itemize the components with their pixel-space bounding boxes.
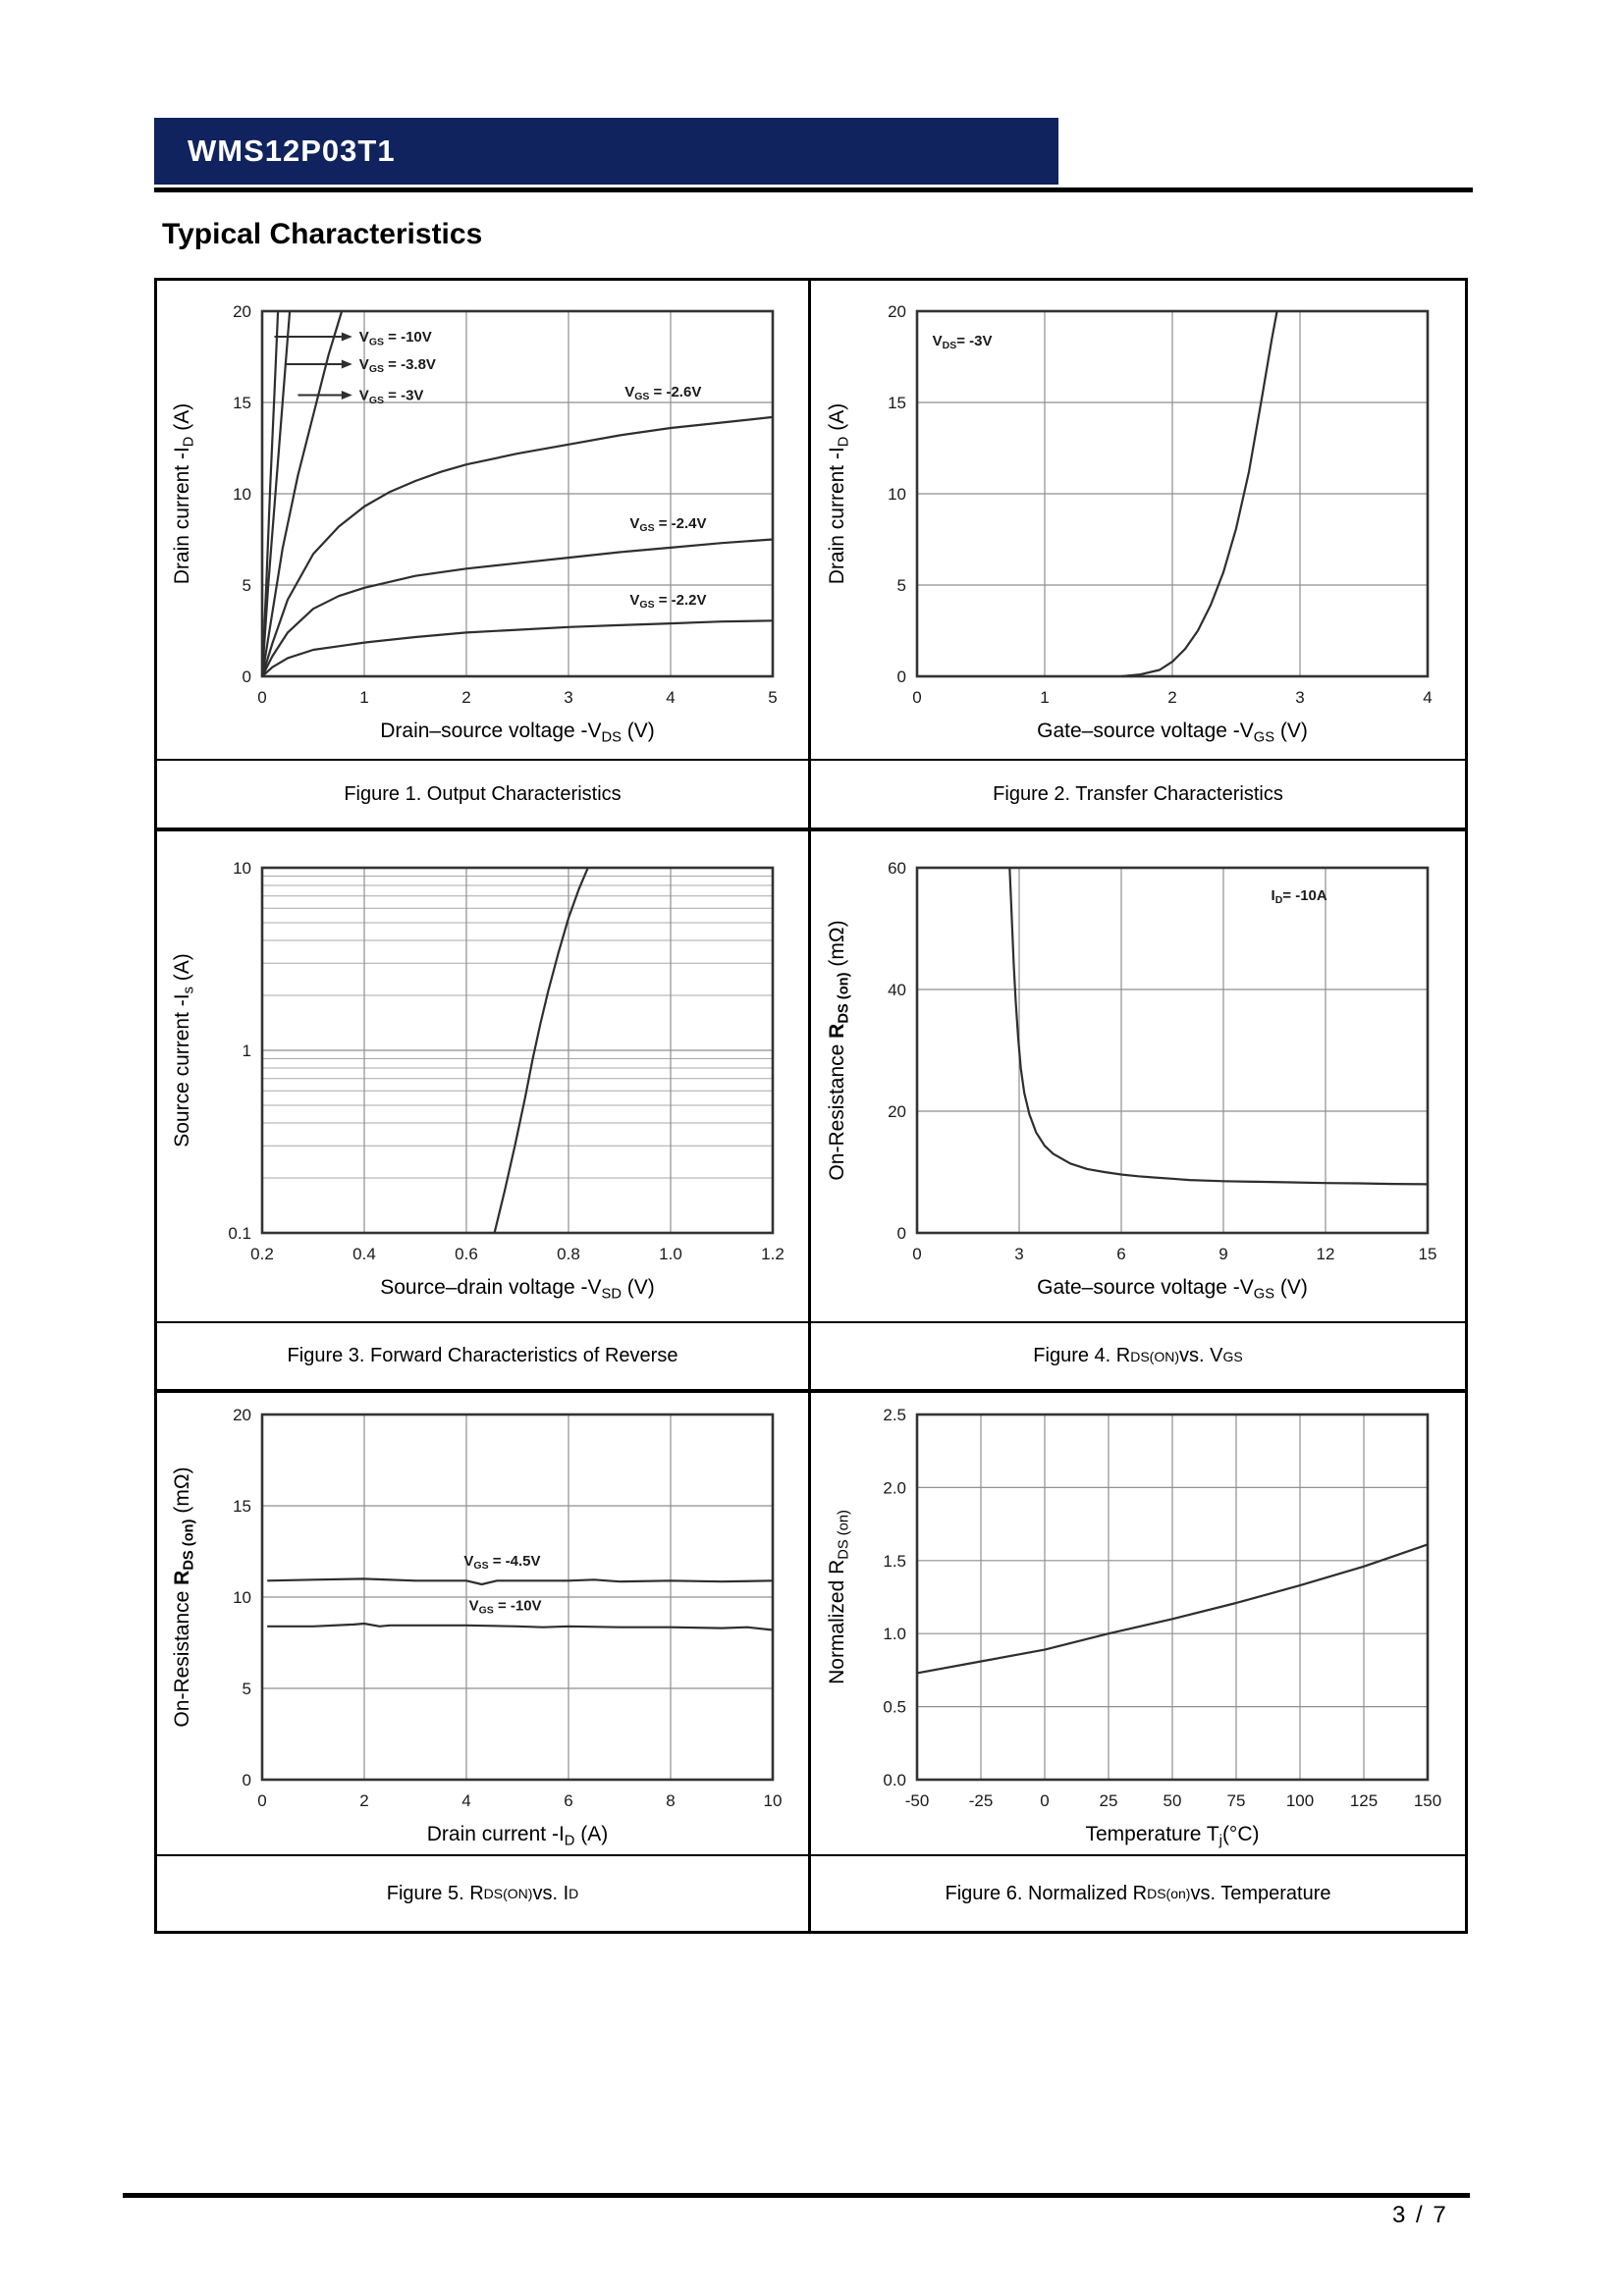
caption-text: Figure 6. Normalized R — [945, 1882, 1148, 1904]
y-tick: 0 — [242, 667, 251, 686]
figure-1-series — [262, 620, 773, 676]
figure-5-annotation: $V_{GS} = -10V$ — [468, 1597, 542, 1617]
x-tick: -50 — [904, 1791, 930, 1810]
caption-text: DS(ON) — [1130, 1348, 1180, 1364]
x-tick: 2 — [460, 687, 471, 707]
y-tick: 60 — [888, 858, 906, 878]
x-tick: 0.4 — [352, 1244, 376, 1263]
x-tick: 0 — [912, 1244, 922, 1263]
y-tick: 1.0 — [883, 1625, 906, 1644]
x-tick: 4 — [1423, 687, 1433, 707]
footer-rule — [123, 2193, 1470, 2198]
x-tick: 2 — [1167, 687, 1177, 707]
x-tick: 150 — [1413, 1791, 1442, 1810]
figure-1-annotation: $V_{GS} = -2.4V$ — [628, 514, 707, 534]
x-tick: 10 — [763, 1791, 782, 1810]
figure-3-canvas — [159, 846, 807, 1308]
caption-text: Figure 4. R — [1033, 1345, 1131, 1366]
x-tick: 4 — [460, 1791, 471, 1810]
x-tick: 1 — [1040, 687, 1050, 707]
caption-text: D — [568, 1886, 579, 1901]
x-tick: 0.8 — [556, 1244, 580, 1263]
x-axis-title: Source–drain voltage $-V_{SD}$ (V) — [379, 1275, 655, 1303]
part-number: WMS12P03T1 — [188, 133, 396, 168]
x-tick: 75 — [1226, 1791, 1246, 1810]
y-tick: 10 — [232, 484, 251, 504]
figure-4-series — [1009, 868, 1428, 1184]
figure-5-chart — [157, 1393, 811, 1856]
x-tick: 2 — [358, 1791, 369, 1810]
x-axis-title: Drain–source voltage $-V_{DS}$ (V) — [379, 719, 655, 746]
x-tick: 3 — [563, 687, 573, 707]
y-axis-title: On-Resistance $R_{DS (on)}$ (mΩ) — [170, 1467, 197, 1728]
y-tick: 20 — [232, 301, 251, 321]
caption-text: Figure 2. Transfer Characteristics — [993, 782, 1283, 805]
y-tick: 0.0 — [883, 1771, 906, 1789]
x-tick: -25 — [968, 1791, 994, 1810]
x-tick: 9 — [1218, 1244, 1228, 1263]
figure-1-caption — [157, 761, 811, 831]
y-tick: 20 — [888, 1101, 906, 1121]
caption-text: vs. Temperature — [1190, 1882, 1331, 1904]
x-tick: 6 — [563, 1791, 573, 1810]
figure-5-caption — [157, 1856, 811, 1931]
x-tick: 1.0 — [658, 1244, 682, 1263]
y-tick: 15 — [232, 1497, 251, 1516]
caption-text: vs. V — [1179, 1345, 1223, 1366]
y-tick: 0.5 — [883, 1697, 906, 1717]
y-tick: 0 — [242, 1771, 251, 1789]
x-tick: 0 — [256, 1791, 267, 1810]
x-tick: 0 — [1040, 1791, 1050, 1810]
x-tick: 0.2 — [249, 1244, 274, 1263]
figure-4-canvas — [814, 846, 1462, 1308]
x-tick: 4 — [665, 687, 676, 707]
y-tick: 10 — [232, 1588, 251, 1607]
y-tick: 0.1 — [227, 1223, 251, 1243]
caption-text: GS — [1222, 1348, 1243, 1364]
x-tick: 12 — [1316, 1244, 1335, 1263]
y-axis-title: Drain current $-I_D$ (A) — [170, 402, 197, 584]
figure-1-annotation: $V_{GS} = -10V$ — [358, 328, 432, 347]
x-tick: 3 — [1014, 1244, 1024, 1263]
x-tick: 100 — [1285, 1791, 1315, 1810]
figure-1-annotation: $V_{GS} = -3.8V$ — [358, 355, 436, 375]
x-axis-title: Gate–source voltage $-V_{GS}$ (V) — [1037, 1275, 1308, 1303]
figures-table — [154, 278, 1468, 1934]
figure-2-caption — [811, 761, 1465, 831]
figure-2-canvas — [814, 290, 1462, 751]
y-tick: 0 — [896, 1223, 906, 1243]
figure-5-series — [267, 1578, 773, 1584]
y-tick: 5 — [896, 575, 906, 595]
figure-1-series — [262, 416, 773, 675]
figure-6-canvas — [814, 1393, 1462, 1854]
figure-6-chart — [811, 1393, 1465, 1856]
figure-3-caption — [157, 1323, 811, 1393]
y-tick: 0 — [896, 667, 906, 686]
page-number: 3 / 7 — [1392, 2202, 1448, 2228]
figure-4-caption — [811, 1323, 1465, 1393]
page-title: Typical Characteristics — [162, 218, 483, 250]
x-tick: 125 — [1349, 1791, 1379, 1810]
caption-text: DS(on) — [1147, 1886, 1191, 1901]
x-tick: 1.2 — [760, 1244, 785, 1263]
x-tick: 15 — [1418, 1244, 1437, 1263]
figure-1-chart — [157, 281, 811, 761]
y-tick: 10 — [232, 858, 251, 878]
figure-3-chart — [157, 831, 811, 1323]
figure-5-canvas — [159, 1393, 807, 1854]
y-tick: 15 — [232, 393, 251, 412]
y-tick: 1.5 — [883, 1551, 906, 1571]
x-tick: 8 — [665, 1791, 676, 1810]
figure-6-caption — [811, 1856, 1465, 1931]
x-axis-title: Gate–source voltage $-V_{GS}$ (V) — [1037, 719, 1308, 746]
caption-text: Figure 1. Output Characteristics — [344, 782, 622, 805]
x-tick: 0 — [912, 687, 922, 707]
caption-text: DS(ON) — [483, 1886, 533, 1901]
y-axis-title: Drain current $-I_D$ (A) — [826, 402, 852, 584]
x-tick: 5 — [767, 687, 778, 707]
x-axis-title: Temperature $T_j(^\circ C)$ — [1085, 1823, 1260, 1849]
x-tick: 1 — [358, 687, 369, 707]
figure-5-annotation: $V_{GS} = -4.5V$ — [462, 1552, 541, 1573]
figure-1-annotation: $V_{GS} = -2.2V$ — [628, 591, 707, 611]
x-tick: 6 — [1116, 1244, 1126, 1263]
x-tick: 3 — [1295, 687, 1305, 707]
y-tick: 2.0 — [883, 1478, 906, 1498]
y-tick: 20 — [888, 301, 906, 321]
y-axis-title: Normalized $R_{DS (on)}$ — [826, 1510, 852, 1684]
y-tick: 1 — [242, 1041, 251, 1060]
y-tick: 40 — [888, 980, 906, 999]
x-tick: 0 — [256, 687, 267, 707]
y-tick: 5 — [242, 575, 251, 595]
y-tick: 2.5 — [883, 1406, 906, 1424]
header-rule — [154, 187, 1473, 192]
figure-1-annotation: $V_{GS} = -3V$ — [358, 387, 423, 406]
x-tick: 25 — [1099, 1791, 1118, 1810]
figure-5-series — [267, 1624, 773, 1630]
y-axis-title: Source current $-I_s$ (A) — [170, 952, 197, 1148]
figure-1-annotation: $V_{GS} = -2.6V$ — [623, 383, 701, 402]
header-bar — [154, 118, 1058, 185]
figure-4-annotation: $I_D= -10A$ — [1271, 886, 1327, 906]
x-axis-title: Drain current $-I_D$ (A) — [426, 1823, 608, 1849]
figure-4-chart — [811, 831, 1465, 1323]
caption-text: Figure 5. R — [386, 1882, 484, 1904]
caption-text: Figure 3. Forward Characteristics of Reverse — [287, 1345, 678, 1366]
x-tick: 50 — [1163, 1791, 1182, 1810]
caption-text: vs. I — [532, 1882, 569, 1904]
y-axis-title: On-Resistance $R_{DS (on)}$ (mΩ) — [826, 919, 852, 1181]
figure-2-annotation: $V_{DS}= -3V$ — [932, 332, 993, 351]
y-tick: 5 — [242, 1680, 251, 1698]
y-tick: 20 — [232, 1406, 251, 1424]
y-tick: 10 — [888, 484, 906, 504]
y-tick: 15 — [888, 393, 906, 412]
figure-1-canvas — [159, 290, 807, 751]
x-tick: 0.6 — [454, 1244, 478, 1263]
figure-2-chart — [811, 281, 1465, 761]
